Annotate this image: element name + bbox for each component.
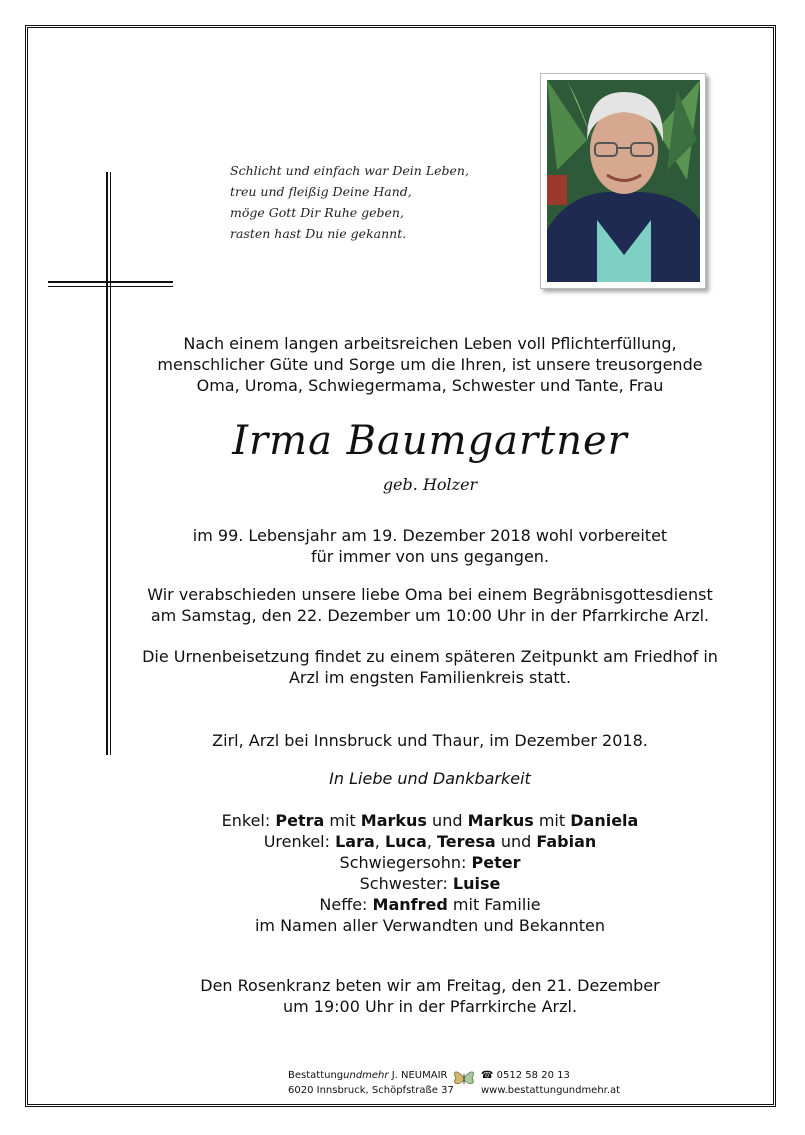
footer-contact [481, 1068, 620, 1098]
connector: und [432, 811, 463, 830]
relative-name: Lara [335, 832, 375, 851]
family-line-schwester [80, 873, 780, 894]
cross-horizontal-line-inner [48, 286, 173, 287]
urenkel-label: Urenkel: [263, 832, 331, 851]
relative-name: Peter [471, 853, 521, 872]
contact-phone [481, 1068, 620, 1083]
family-line-enkel [80, 810, 780, 831]
family-line-neffe [80, 894, 780, 915]
family-line-urenkel: Urenkel: Lara, Luca, Teresa und Fabian [263, 832, 597, 851]
poem-line: rasten hast Du nie gekannt. [230, 226, 407, 241]
neffe-suffix: mit Familie [452, 895, 541, 914]
contact-website[interactable]: www.bestattungundmehr.at [481, 1085, 621, 1096]
rosary-line: um 19:00 Uhr in der Pfarrkirche Arzl. [282, 997, 578, 1016]
funeral-line: Wir verabschieden unsere liebe Oma bei einem Begräbnisgottesdienst [147, 585, 713, 604]
phone-number: 58 20 13 [525, 1070, 570, 1081]
relative-name: Daniela [570, 811, 639, 830]
relative-name: Teresa [437, 832, 496, 851]
funeral-notice [80, 584, 780, 626]
death-line: für immer von uns gegangen. [310, 547, 550, 566]
phone-prefix: 0512 [496, 1070, 523, 1081]
intro-line: Oma, Uroma, Schwiegermama, Schwester und Tante, Frau [196, 376, 664, 395]
funeral-line: am Samstag, den 22. Dezember um 10:00 Uhr in der Pfarrkirche Arzl. [150, 606, 710, 625]
relative-name: Fabian [536, 832, 597, 851]
relative-name: Luise [452, 874, 501, 893]
urn-line: Arzl im engsten Familienkreis statt. [288, 668, 572, 687]
connector: mit [538, 811, 566, 830]
maiden-name: geb. Holzer [382, 475, 478, 494]
cross-horizontal-line [48, 281, 173, 283]
intro-line: menschlicher Güte und Sorge um die Ihren, ist unsere treusorgende [157, 355, 703, 374]
neffe-label: Neffe: [319, 895, 368, 914]
company-address: 6020 Innsbruck, Schöpfstraße 37 [288, 1085, 454, 1096]
brand-mid: undmehr [343, 1070, 389, 1081]
intro-line: Nach einem langen arbeitsreichen Leben voll Pflichterfüllung, [183, 334, 677, 353]
connector: mit [329, 811, 356, 830]
rosary-notice [80, 975, 780, 1017]
phone-icon: ☎ [481, 1070, 494, 1081]
footer-company [288, 1068, 454, 1098]
poem-line: möge Gott Dir Ruhe geben, [230, 205, 404, 220]
deceased-name: Irma Baumgartner [232, 418, 628, 464]
family-list [80, 810, 780, 936]
death-notice [80, 525, 780, 567]
urn-line: Die Urnenbeisetzung findet zu einem späteren Zeitpunkt am Friedhof in [142, 647, 718, 666]
connector: und [500, 832, 532, 851]
rosary-line: Den Rosenkranz beten wir am Freitag, den 21. Dezember [200, 976, 660, 995]
butterfly-logo-icon [452, 1066, 476, 1090]
family-line-all: im Namen aller Verwandten und Bekannten [254, 916, 606, 935]
poem-line: Schlicht und einfach war Dein Leben, [230, 163, 469, 178]
intro-text [80, 333, 780, 396]
poem [230, 160, 530, 244]
brand-main: Bestattung [288, 1070, 344, 1081]
schwiegersohn-label: Schwiegersohn: [339, 853, 467, 872]
relative-name: Manfred [372, 895, 448, 914]
death-line: im 99. Lebensjahr am 19. Dezember 2018 wohl vorbereitet [192, 526, 668, 545]
closing-phrase: In Liebe und Dankbarkeit [329, 769, 531, 788]
portrait-photo-frame [540, 73, 706, 289]
schwester-label: Schwester: [359, 874, 448, 893]
relative-name: Luca [384, 832, 427, 851]
relative-name: Petra [275, 811, 325, 830]
place-date: Zirl, Arzl bei Innsbruck und Thaur, im Dezember 2018. [212, 731, 648, 750]
company-name [288, 1068, 454, 1083]
relative-name: Markus [467, 811, 534, 830]
portrait-photo [547, 80, 700, 282]
enkel-label: Enkel: [221, 811, 271, 830]
urn-notice [80, 646, 780, 688]
brand-owner: J. NEUMAIR [391, 1070, 448, 1081]
poem-line: treu und fleißig Deine Hand, [230, 184, 412, 199]
relative-name: Markus [360, 811, 427, 830]
family-line-schwiegersohn [80, 852, 780, 873]
